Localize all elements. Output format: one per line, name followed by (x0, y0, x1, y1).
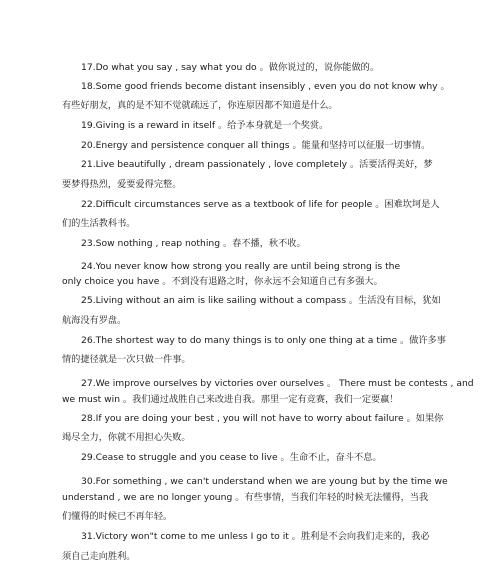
quote-19-line-1: 19.Giving is a reward in itself 。给予本身就是一个奖赏。 (81, 120, 329, 131)
quote-22-line-2: 们的生活教科书。 (62, 218, 136, 229)
quote-25-line-2: 航海没有罗盘。 (62, 315, 127, 326)
quote-29-line-1: 29.Cease to struggle and you cease to live 。生命不止，奋斗不息。 (81, 452, 382, 463)
quote-31-line-1: 31.Victory won"t come to me unless I go to it 。胜利是不会向我们走来的，我必 (81, 531, 430, 542)
quote-21-line-1: 21.Live beautifully , dream passionately , love completely 。活要活得美好，梦 (81, 159, 433, 170)
quote-21-line-2: 要梦得热烈，爱要爱得完整。 (62, 179, 182, 190)
quote-23-line-1: 23.Sow nothing , reap nothing 。春不播，秋不收。 (81, 238, 306, 249)
quote-17-line-1: 17.Do what you say , say what you do 。做你说过的，说你能做的。 (81, 62, 380, 73)
quote-24-line-2: only choice you have 。不到没有退路之时，你永远不会知道自己有多强大。 (62, 276, 383, 287)
quote-22-line-1: 22.Difficult circumstances serve as a textbook of life for people 。困难坎坷是人 (81, 199, 440, 210)
quote-27-line-1: 27.We improve ourselves by victories over ourselves 。 There must be contests , and (81, 378, 474, 389)
quote-20-line-1: 20.Energy and persistence conquer all things 。能量和坚持可以征服一切事情。 (81, 140, 431, 151)
quote-25-line-1: 25.Living without an aim is like sailing without a compass 。生活没有目标，犹如 (81, 295, 441, 306)
quote-24-line-1: 24.You never know how strong you really are until being strong is the (81, 261, 401, 272)
quote-26-line-2: 情的捷径就是一次只做一件事。 (62, 354, 191, 365)
quote-30-line-2: understand , we are no longer young 。有些事情，当我们年轻的时候无法懂得，当我 (62, 492, 429, 503)
quote-28-line-2: 竭尽全力，你就不用担心失败。 (62, 432, 191, 443)
quote-30-line-1: 30.For something , we can't understand when we are young but by the time we (81, 476, 448, 487)
quote-31-line-2: 须自己走向胜利。 (62, 551, 136, 562)
quote-28-line-1: 28.If you are doing your best , you will not have to worry about failure 。如果你 (81, 413, 444, 424)
quote-26-line-1: 26.The shortest way to do many things is to only one thing at a time 。做许多事 (81, 335, 446, 346)
quote-30-line-3: 们懂得的时候已不再年轻。 (62, 511, 173, 522)
quote-18-line-2: 有些好朋友，真的是不知不觉就疏远了，你连原因都不知道是什么。 (62, 100, 338, 111)
quote-27-line-2: we must win 。我们通过战胜自己来改进自我。那里一定有竞赛，我们一定要赢！ (62, 394, 399, 405)
quote-18-line-1: 18.Some good friends become distant insensibly , even you do not know why 。 (81, 81, 450, 92)
